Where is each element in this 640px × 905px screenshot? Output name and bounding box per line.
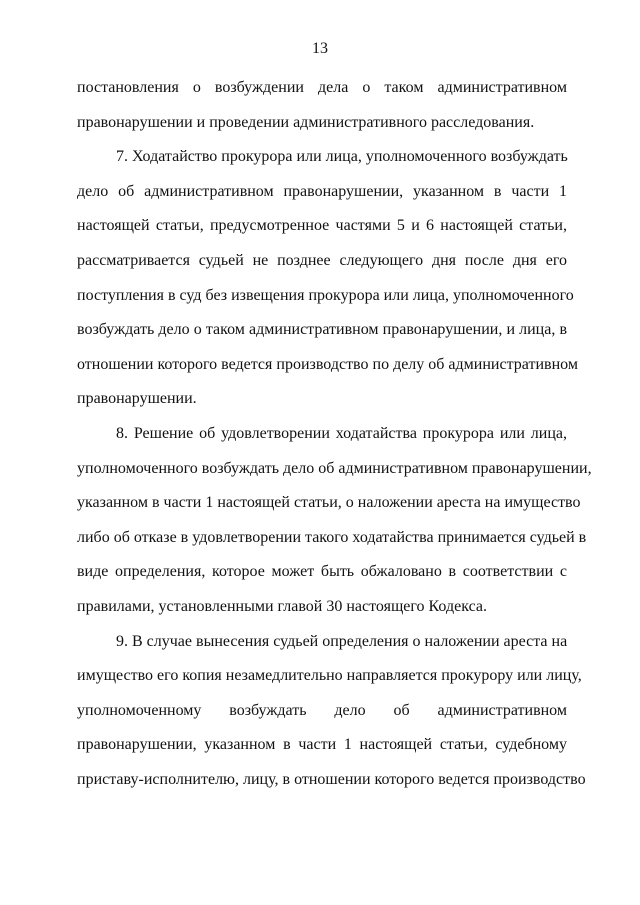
text-line: 9. В случае вынесения судьей определения о наложении ареста на bbox=[116, 632, 568, 650]
text-line: уполномоченного возбуждать дело об административном правонарушении, bbox=[77, 459, 592, 477]
text-line: рассматривается судьей не позднее следующего дня после дня его bbox=[77, 251, 567, 269]
document-body bbox=[77, 76, 592, 802]
text-line: правонарушении и проведении административного расследования. bbox=[77, 113, 535, 131]
text-line: имущество его копия незамедлительно направляется прокурору или лицу, bbox=[77, 667, 582, 685]
page-number: 13 bbox=[312, 40, 328, 57]
text-line: правилами, установленными главой 30 настоящего Кодекса. bbox=[77, 597, 487, 615]
text-line: настоящей статьи, предусмотренное частями 5 и 6 настоящей статьи, bbox=[77, 217, 567, 235]
text-line: приставу-исполнителю, лицу, в отношении которого ведется производство bbox=[77, 770, 586, 788]
text-line: указанном в части 1 настоящей статьи, о наложении ареста на имущество bbox=[77, 494, 581, 512]
text-line: отношении которого ведется производство по делу об административном bbox=[77, 355, 578, 373]
text-line: уполномоченному возбуждать дело об административном bbox=[77, 701, 567, 719]
text-line: либо об отказе в удовлетворении такого ходатайства принимается судьей в bbox=[77, 528, 587, 546]
text-line: дело об административном правонарушении, указанном в части 1 bbox=[77, 182, 567, 200]
text-line: поступления в суд без извещения прокурора или лица, уполномоченного bbox=[77, 286, 574, 304]
text-line: виде определения, которое может быть обжаловано в соответствии с bbox=[77, 563, 567, 581]
text-line: 8. Решение об удовлетворении ходатайства прокурора или лица, bbox=[116, 424, 567, 442]
text-line: правонарушении, указанном в части 1 настоящей статьи, судебному bbox=[77, 736, 567, 754]
text-line: 7. Ходатайство прокурора или лица, уполномоченного возбуждать bbox=[116, 148, 568, 166]
text-line: постановления о возбуждении дела о таком административном bbox=[77, 79, 567, 96]
text-line: возбуждать дело о таком административном правонарушении, и лица, в bbox=[77, 321, 567, 339]
text-line: правонарушении. bbox=[77, 390, 197, 408]
